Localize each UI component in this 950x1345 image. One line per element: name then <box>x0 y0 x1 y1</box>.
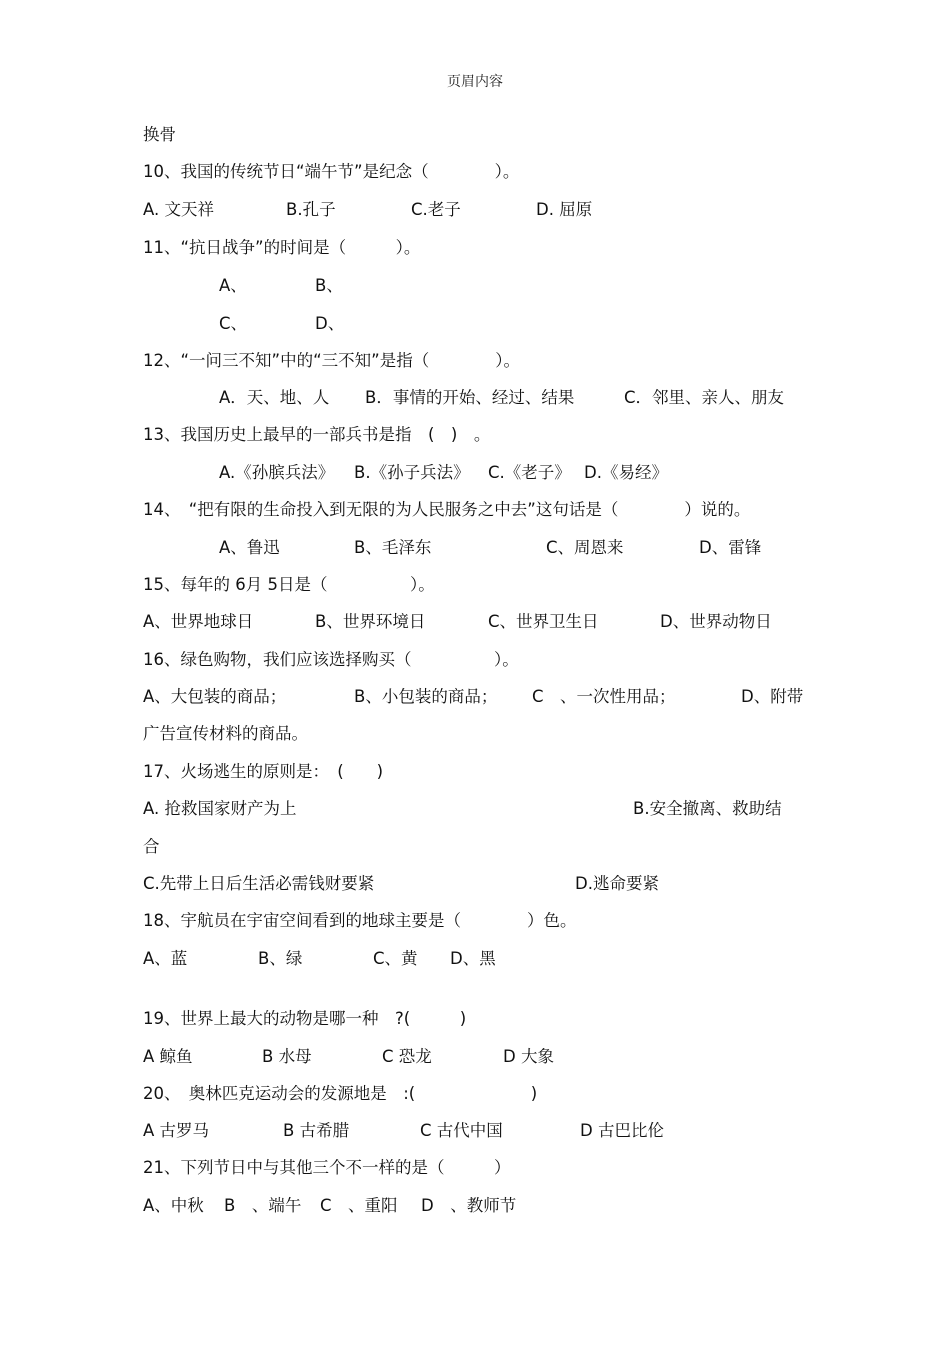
q17-option-b: B.安全撤离、救助结 <box>633 799 782 818</box>
q20-option-a: A 古罗马 <box>143 1121 210 1140</box>
question-11: 11、“抗日战争”的时间是（ ）。 <box>143 238 421 257</box>
q15-option-b: B、世界环境日 <box>315 612 426 631</box>
question-17: 17、火场逃生的原则是： ( ) <box>143 762 384 781</box>
q15-option-d: D、世界动物日 <box>660 612 772 631</box>
q10-option-d: D. 屈原 <box>536 200 593 219</box>
q10-option-a: A. 文天祥 <box>143 200 214 219</box>
q19-option-b: B 水母 <box>262 1047 312 1066</box>
q17-option-b-continued: 合 <box>143 837 160 856</box>
page-header: 页眉内容 <box>447 74 503 90</box>
q21-option-b: B 、端午 <box>224 1196 302 1215</box>
q14-option-d: D、雷锋 <box>699 538 762 557</box>
q10-option-c: C.老子 <box>411 200 461 219</box>
question-12: 12、“一问三不知”中的“三不知”是指（ ）。 <box>143 351 520 370</box>
q14-option-c: C、周恩来 <box>546 538 624 557</box>
q15-option-a: A、世界地球日 <box>143 612 254 631</box>
q13-option-c: C.《老子》 <box>488 463 571 482</box>
q15-option-c: C、世界卫生日 <box>488 612 599 631</box>
q20-option-c: C 古代中国 <box>420 1121 503 1140</box>
q21-option-a: A、中秋 <box>143 1196 204 1215</box>
q16-option-d: D、附带 <box>741 687 804 706</box>
question-13: 13、我国历史上最早的一部兵书是指 ( ) 。 <box>143 425 491 444</box>
q11-option-c: C、 <box>219 314 248 333</box>
q12-option-a: A．天、地、人 <box>219 388 330 407</box>
question-21: 21、下列节日中与其他三个不一样的是（ ） <box>143 1158 511 1177</box>
question-19: 19、世界上最大的动物是哪一种 ?( ) <box>143 1009 467 1028</box>
carry-over-text: 换骨 <box>143 125 176 144</box>
q16-option-d-continued: 广告宣传材料的商品。 <box>143 724 308 743</box>
q19-option-a: A 鲸鱼 <box>143 1047 193 1066</box>
q13-option-a: A.《孙膑兵法》 <box>219 463 335 482</box>
q11-option-a: A、 <box>219 276 247 295</box>
q12-option-c: C．邻里、亲人、朋友 <box>624 388 785 407</box>
q17-option-a: A. 抢救国家财产为上 <box>143 799 297 818</box>
question-14: 14、 “把有限的生命投入到无限的为人民服务之中去”这句话是（ ）说的。 <box>143 500 751 519</box>
q11-option-d: D、 <box>315 314 345 333</box>
q17-option-d: D.逃命要紧 <box>575 874 659 893</box>
q18-option-a: A、蓝 <box>143 949 188 968</box>
q14-option-b: B、毛泽东 <box>354 538 432 557</box>
q12-option-b: B．事情的开始、经过、结果 <box>365 388 575 407</box>
question-20: 20、 奥林匹克运动会的发源地是 :( ) <box>143 1084 538 1103</box>
q20-option-b: B 古希腊 <box>283 1121 350 1140</box>
q17-option-c: C.先带上日后生活必需钱财要紧 <box>143 874 375 893</box>
q19-option-c: C 恐龙 <box>382 1047 432 1066</box>
question-18: 18、宇航员在宇宙空间看到的地球主要是（ ）色。 <box>143 911 577 930</box>
q10-option-b: B.孔子 <box>286 200 336 219</box>
question-10: 10、我国的传统节日“端午节”是纪念（ ）。 <box>143 162 520 181</box>
q16-option-a: A、大包装的商品； <box>143 687 287 706</box>
q18-option-c: C、黄 <box>373 949 418 968</box>
question-16: 16、绿色购物，我们应该选择购买（ ）。 <box>143 650 519 669</box>
q18-option-d: D、黑 <box>450 949 496 968</box>
q16-option-c: C 、一次性用品； <box>532 687 676 706</box>
q19-option-d: D 大象 <box>503 1047 554 1066</box>
q21-option-d: D 、教师节 <box>421 1196 517 1215</box>
q20-option-d: D 古巴比伦 <box>580 1121 664 1140</box>
q18-option-b: B、绿 <box>258 949 303 968</box>
q16-option-b: B、小包装的商品； <box>354 687 498 706</box>
q13-option-b: B.《孙子兵法》 <box>354 463 470 482</box>
q13-option-d: D.《易经》 <box>584 463 668 482</box>
q11-option-b: B、 <box>315 276 343 295</box>
q21-option-c: C 、重阳 <box>320 1196 398 1215</box>
question-15: 15、每年的 6月 5日是（ ）。 <box>143 575 435 594</box>
q14-option-a: A、鲁迅 <box>219 538 280 557</box>
